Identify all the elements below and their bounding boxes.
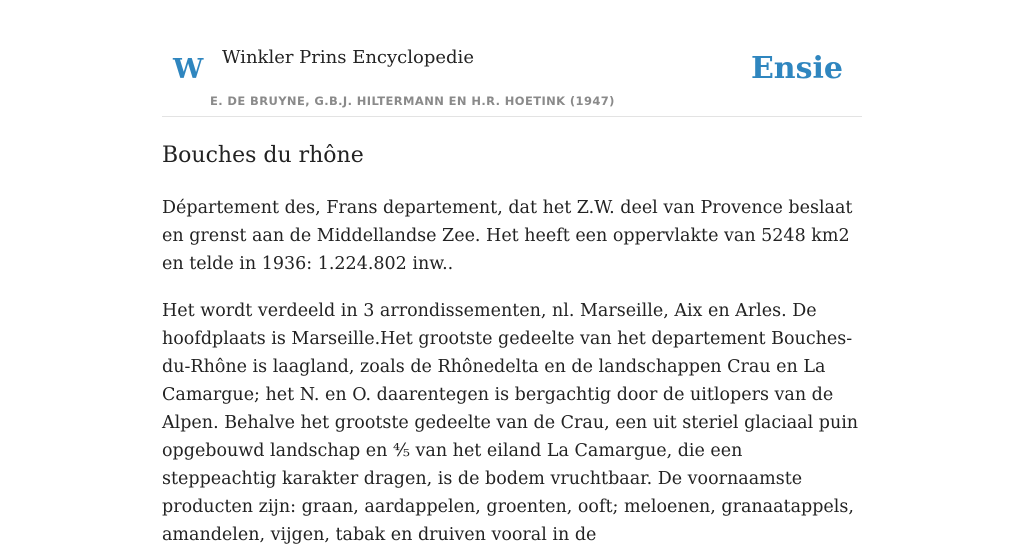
article-title: Bouches du rhône <box>162 143 364 168</box>
encyclopedia-title[interactable]: Winkler Prins Encyclopedie <box>222 47 474 68</box>
article-paragraph: Het wordt verdeeld in 3 arrondissementen, nl. Marseille, Aix en Arles. De hoofdplaats is Marseille.Het grootste gedeelte van het departement Bouches-du-Rhône is laagland, zoals de Rhônedelta en de landschappen Crau en La Camargue; het N. en O. daarentegen is bergachtig door de uitlopers van de Alpen. Behalve het grootste gedeelte van de Crau, een uit steriel glaciaal puin opgebouwd landschap en ⅘ van het eiland La Camargue, die een steppeachtig karakter dragen, is de bodem vruchtbaar. De voornaamste producten zijn: graan, aardappelen, groenten, ooft; meloenen, granaatappels, amandelen, vijgen, tabak en druiven vooral in de <box>162 301 859 545</box>
winkler-prins-logo-icon[interactable]: W <box>173 54 204 85</box>
content-column <box>162 0 862 549</box>
article-paragraph: Département des, Frans departement, dat het Z.W. deel van Provence beslaat en grenst aan de Middellandse Zee. Het heeft een oppervlakte van 5248 km2 en telde in 1936: 1.224.802 inw.. <box>162 198 853 274</box>
ensie-brand-logo[interactable]: Ensie <box>750 51 843 86</box>
header <box>162 0 862 117</box>
authors-line: E. DE BRUYNE, G.B.J. HILTERMANN EN H.R. HOETINK (1947) <box>210 94 615 108</box>
